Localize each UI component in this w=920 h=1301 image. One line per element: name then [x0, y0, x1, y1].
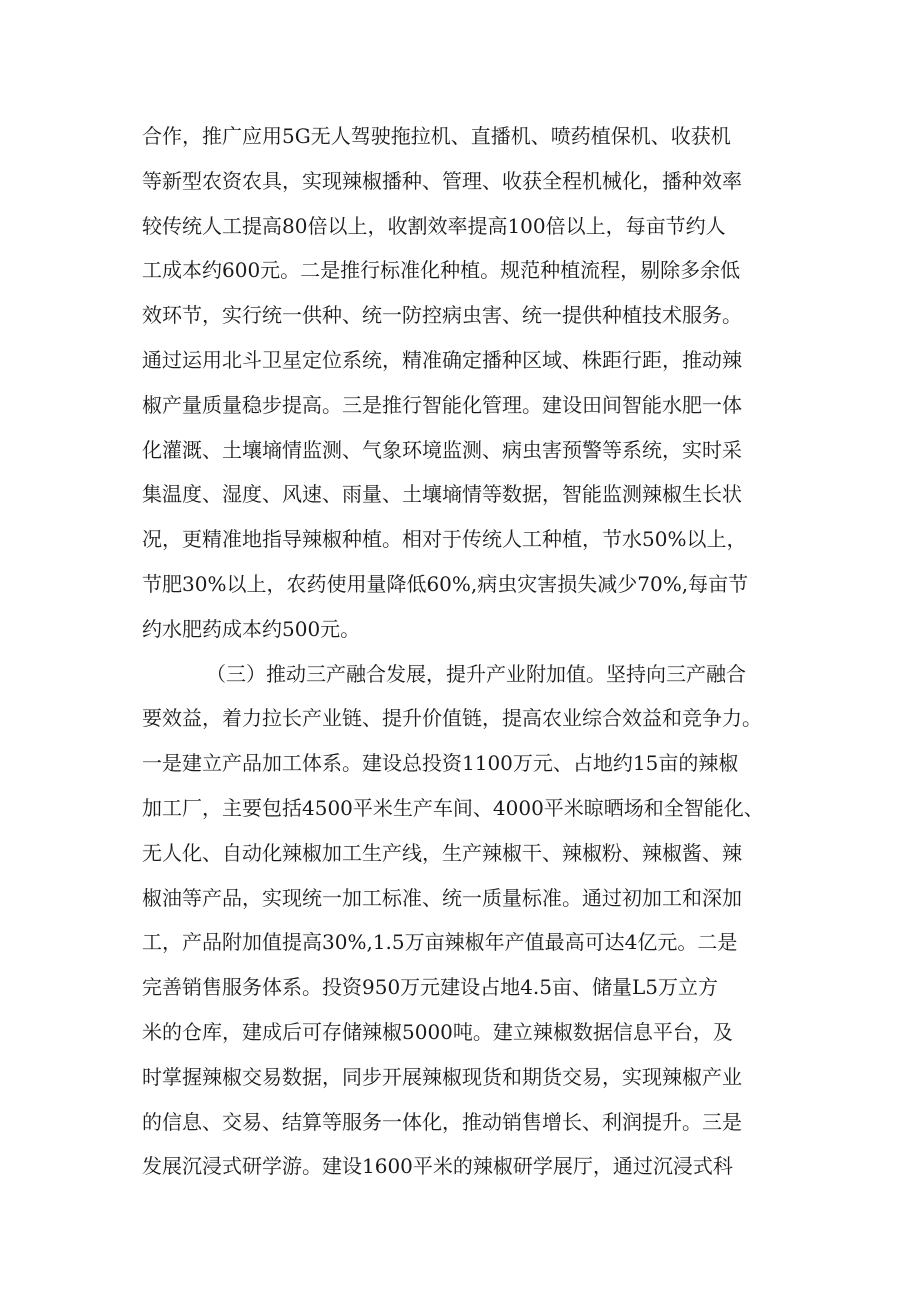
text-line: 况，更精准地指导辣椒种植。相对于传统人工种植，节水50%以上， — [142, 527, 747, 552]
text-line: 效环节，实行统一供种、统一防控病虫害、统一提供种植技术服务。 — [142, 303, 742, 328]
text-line: 椒油等产品，实现统一加工标准、统一质量标准。通过初加工和深加 — [142, 885, 742, 910]
text-line: 工成本约600元。二是推行标准化种植。规范种植流程，剔除多余低 — [142, 258, 741, 283]
text-line: 等新型农资农具，实现辣椒播种、管理、收获全程机械化，播种效率 — [142, 168, 742, 193]
text-line: 椒产量质量稳步提高。三是推行智能化管理。建设田间智能水肥一体 — [142, 392, 742, 417]
text-line: 要效益，着力拉长产业链、提升价值链，提高农业综合效益和竞争力。 — [142, 706, 762, 731]
text-line: 集温度、湿度、风速、雨量、土壤墒情等数据，智能监测辣椒生长状 — [142, 482, 742, 507]
text-line: 约水肥药成本约500元。 — [142, 616, 361, 641]
text-line: 米的仓库，建成后可存储辣椒5000吨。建立辣椒数据信息平台，及 — [142, 1019, 733, 1044]
text-line: 完善销售服务体系。投资950万元建设占地4.5亩、储量L5万立方 — [142, 975, 718, 1000]
text-line: 工，产品附加值提高30%,1.5万亩辣椒年产值最高可达4亿元。二是 — [142, 930, 738, 955]
text-line: 通过运用北斗卫星定位系统，精准确定播种区域、株距行距，推动辣 — [142, 347, 742, 372]
text-line: 的信息、交易、结算等服务一体化，推动销售增长、利润提升。三是 — [142, 1109, 742, 1134]
text-line: 合作，推广应用5G无人驾驶拖拉机、直播机、喷药植保机、收获机 — [142, 124, 731, 148]
text-line: 一是建立产品加工体系。建设总投资1100万元、占地约15亩的辣椒 — [142, 751, 739, 776]
text-line: 发展沉浸式研学游。建设1600平米的辣椒研学展厅，通过沉浸式科 — [142, 1154, 733, 1179]
text-line: 加工厂，主要包括4500平米生产车间、4000平米晾晒场和全智能化、 — [142, 795, 764, 820]
paragraph-mechanization — [142, 114, 802, 652]
paragraph-industry-integration — [142, 652, 802, 1190]
text-line: 无人化、自动化辣椒加工生产线，生产辣椒干、辣椒粉、辣椒酱、辣 — [142, 840, 742, 865]
text-line: 较传统人工提高80倍以上，收割效率提高100倍以上，每亩节约人 — [142, 213, 726, 238]
text-line: 化灌溉、土壤墒情监测、气象环境监测、病虫害预警等系统，实时采 — [142, 437, 742, 462]
body-text — [142, 114, 802, 1189]
text-line: 时掌握辣椒交易数据，同步开展辣椒现货和期货交易，实现辣椒产业 — [142, 1064, 742, 1089]
text-line: 节肥30%以上，农药使用量降低60%,病虫灾害损失减少70%,每亩节 — [142, 571, 749, 596]
section-heading-line: （三）推动三产融合发展，提升产业附加值。坚持向三产融合 — [206, 661, 746, 686]
